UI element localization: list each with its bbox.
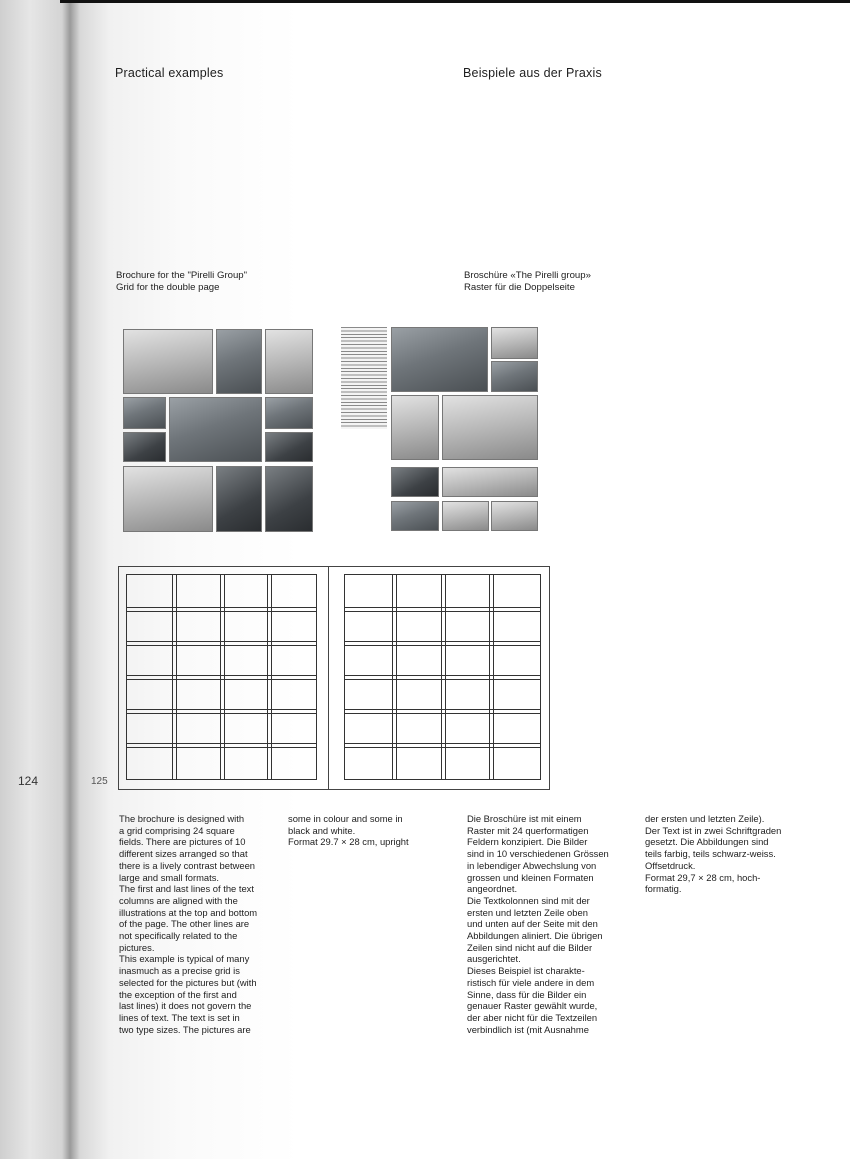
grid-row-line bbox=[127, 611, 316, 612]
grid-row-line bbox=[127, 747, 316, 748]
grid-row-line bbox=[345, 675, 540, 676]
grid-row-line bbox=[345, 679, 540, 680]
photo-factory-aerial bbox=[123, 329, 213, 394]
grid-row-line bbox=[127, 709, 316, 710]
grid-gutter-line bbox=[328, 566, 329, 790]
grid-row-line bbox=[345, 641, 540, 642]
grid-left-page bbox=[126, 574, 317, 780]
page-number-right: 125 bbox=[91, 776, 108, 787]
grid-row-line bbox=[345, 611, 540, 612]
caption-german-line1: Broschüre «The Pirelli group» bbox=[464, 270, 591, 281]
page-top-edge bbox=[60, 0, 850, 3]
photo-cable-drum bbox=[265, 466, 313, 532]
grid-row-line bbox=[127, 675, 316, 676]
grid-row-line bbox=[345, 747, 540, 748]
photo-small-4 bbox=[391, 501, 439, 531]
photo-field bbox=[442, 467, 538, 497]
body-text-german-column-1: Die Broschüre ist mit einem Raster mit 24 querformatigen Feldern konzipiert. Die Bilder sind in 10 verschiedenen Grössen in lebendiger Abwechslung von grossen und kleinen Formaten angeordnet. Die Textkolonnen sind mit der ersten und letzten Zeile oben und unten auf der Seite mit den Abbildungen aliniert. Die übrigen Zeilen sind nicht auf die Bilder ausgerichtet. Dieses Beispiel ist charakte- ristisch für viele andere in dem Sinne, dass für die Bilder ein genauer Raster gewählt wurde, der aber nicht für die Textzeilen verbindlich ist (mit Ausnahme bbox=[467, 813, 609, 1035]
photo-mountains bbox=[491, 501, 538, 531]
grid-row-line bbox=[127, 713, 316, 714]
photo-factory-complex bbox=[391, 327, 488, 392]
grid-right-page bbox=[344, 574, 541, 780]
photo-small-2 bbox=[265, 397, 313, 429]
photo-landscape-plant bbox=[442, 395, 538, 460]
grid-row-line bbox=[127, 641, 316, 642]
photo-tower bbox=[265, 432, 313, 462]
grid-row-line bbox=[127, 743, 316, 744]
grid-row-line bbox=[345, 607, 540, 608]
heading-english: Practical examples bbox=[115, 66, 224, 80]
photo-warehouse bbox=[123, 466, 213, 532]
photo-cable-roll bbox=[491, 361, 538, 392]
photo-plant-aerial bbox=[169, 397, 262, 462]
body-text-english-column-2: some in colour and some in black and white. Format 29.7 × 28 cm, upright bbox=[288, 813, 409, 848]
grid-row-line bbox=[345, 743, 540, 744]
body-text-english-column-1: The brochure is designed with a grid comprising 24 square fields. There are pictures of 10 different sizes arranged so that there is a lively contrast between large and small formats. The first and last lines of the text columns are aligned with the illustrations at the top and bottom of the page. The other lines are not specifically related to the pictures. This example is typical of many inasmuch as a precise grid is selected for the pictures but (with the exception of the first and last lines) it does not govern the lines of text. The text is set in two type sizes. The pictures are bbox=[119, 813, 258, 1035]
caption-english bbox=[116, 270, 247, 294]
page-number-left: 124 bbox=[18, 774, 39, 788]
photo-small-3 bbox=[491, 327, 538, 359]
grid-row-line bbox=[127, 607, 316, 608]
grid-row-line bbox=[127, 679, 316, 680]
heading-german: Beispiele aus der Praxis bbox=[463, 66, 602, 80]
grid-row-line bbox=[127, 645, 316, 646]
photo-small-1 bbox=[123, 397, 166, 429]
brochure-text-block bbox=[341, 327, 387, 429]
photo-cable-machine bbox=[216, 466, 262, 532]
photo-industrial-yard bbox=[216, 329, 262, 394]
photo-building bbox=[265, 329, 313, 394]
caption-german-line2: Raster für die Doppelseite bbox=[464, 282, 575, 293]
caption-english-line2: Grid for the double page bbox=[116, 282, 220, 293]
photo-small-5 bbox=[442, 501, 489, 531]
grid-row-line bbox=[345, 713, 540, 714]
grid-row-line bbox=[345, 645, 540, 646]
photo-workers bbox=[391, 467, 439, 497]
grid-row-line bbox=[345, 709, 540, 710]
caption-german bbox=[464, 270, 591, 294]
caption-english-line1: Brochure for the "Pirelli Group" bbox=[116, 270, 248, 281]
photo-street bbox=[391, 395, 439, 460]
body-text-german-column-2: der ersten und letzten Zeile). Der Text ist in zwei Schriftgraden gesetzt. Die Abbildungen sind teils farbig, teils schwarz-weiss. Offsetdruck. Format 29,7 × 28 cm, hoch- formatig. bbox=[645, 813, 782, 895]
photo-machine bbox=[123, 432, 166, 462]
